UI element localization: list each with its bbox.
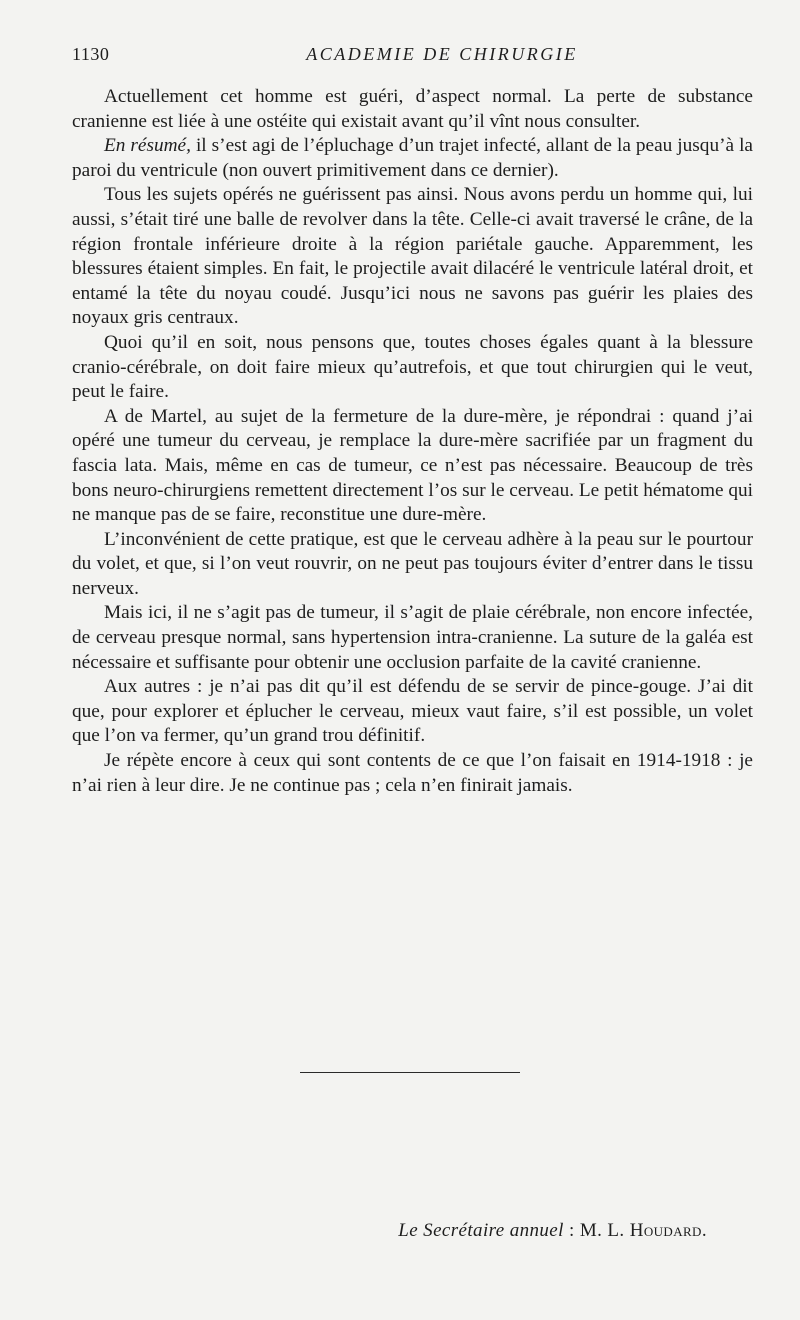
paragraph: A de Martel, au sujet de la fermeture de la dure-mère, je répondrai : quand j’ai opéré une tumeur du cerveau, je remplace la dure-mère sacrifiée par un fragment du fascia lata. Mais, même en cas de tumeur, ce n’est pas nécessaire. Beaucoup de très bons neuro-chirurgiens remettent directement l’os sur le cerveau. Le petit hématome qui ne manque pas de se faire, reconstitue une dure-mère. xyxy=(72,405,753,526)
paragraph: Aux autres : je n’ai pas dit qu’il est défendu de se servir de pince-gouge. J’ai dit que, pour explorer et éplucher le cerveau, mieux vaut faire, s’il est possible, un volet que l’on va fermer, qu’un grand trou définitif. xyxy=(72,676,753,747)
paragraph: Tous les sujets opérés ne guérissent pas ainsi. Nous avons perdu un homme qui, lui aussi, s’était tiré une balle de revolver dans la tête. Celle-ci avait traversé le crâne, de la région frontale inférieure droite à la région pariétale gauche. Apparemment, les blessures étaient simples. En fait, le projectile avait dilacéré le ventricule latéral droit, et entamé la tête du noyau coudé. Jusqu’ici nous ne savons pas guérir les plaies des noyaux gris centraux. xyxy=(72,184,753,329)
signature-role: Le Secrétaire annuel xyxy=(398,1220,564,1241)
paragraph-lead: En résumé, xyxy=(104,135,191,157)
article-body xyxy=(72,85,753,798)
page-header xyxy=(72,44,752,68)
section-divider xyxy=(300,1072,520,1073)
page-number: 1130 xyxy=(72,44,110,64)
paragraph-text: il s’est agi de l’épluchage d’un trajet infecté, allant de la peau jusqu’à la paroi du ventricule (non ouvert primitivement dans ce dernier). xyxy=(72,135,753,181)
paragraph xyxy=(72,134,753,183)
paragraph: Quoi qu’il en soit, nous pensons que, toutes choses égales quant à la blessure cranio-cérébrale, on doit faire mieux qu’autrefois, et que tout chirurgien qui le veut, peut le faire. xyxy=(72,331,753,403)
signature xyxy=(398,1220,707,1242)
running-title: ACADEMIE DE CHIRURGIE xyxy=(306,44,578,64)
signature-separator: : xyxy=(563,1220,580,1241)
paragraph: Mais ici, il ne s’agit pas de tumeur, il s’agit de plaie cérébrale, non encore infectée, de cerveau presque normal, sans hypertension intra-cranienne. La suture de la galéa est nécessaire et suffisante pour obtenir une occlusion parfaite de la cavité cranienne. xyxy=(72,602,753,673)
paragraph: Actuellement cet homme est guéri, d’aspect normal. La perte de substance cranienne est liée à une ostéite qui existait avant qu’il vînt nous consulter. xyxy=(72,86,753,132)
signature-name: M. L. Houdard. xyxy=(579,1220,707,1241)
paragraph: Je répète encore à ceux qui sont contents de ce que l’on faisait en 1914-1918 : je n’ai rien à leur dire. Je ne continue pas ; cela n’en finirait jamais. xyxy=(72,750,753,796)
paragraph: L’inconvénient de cette pratique, est que le cerveau adhère à la peau sur le pourtour du volet, et que, si l’on veut rouvrir, on ne peut pas toujours éviter d’entrer dans le tissu nerveux. xyxy=(72,528,753,599)
